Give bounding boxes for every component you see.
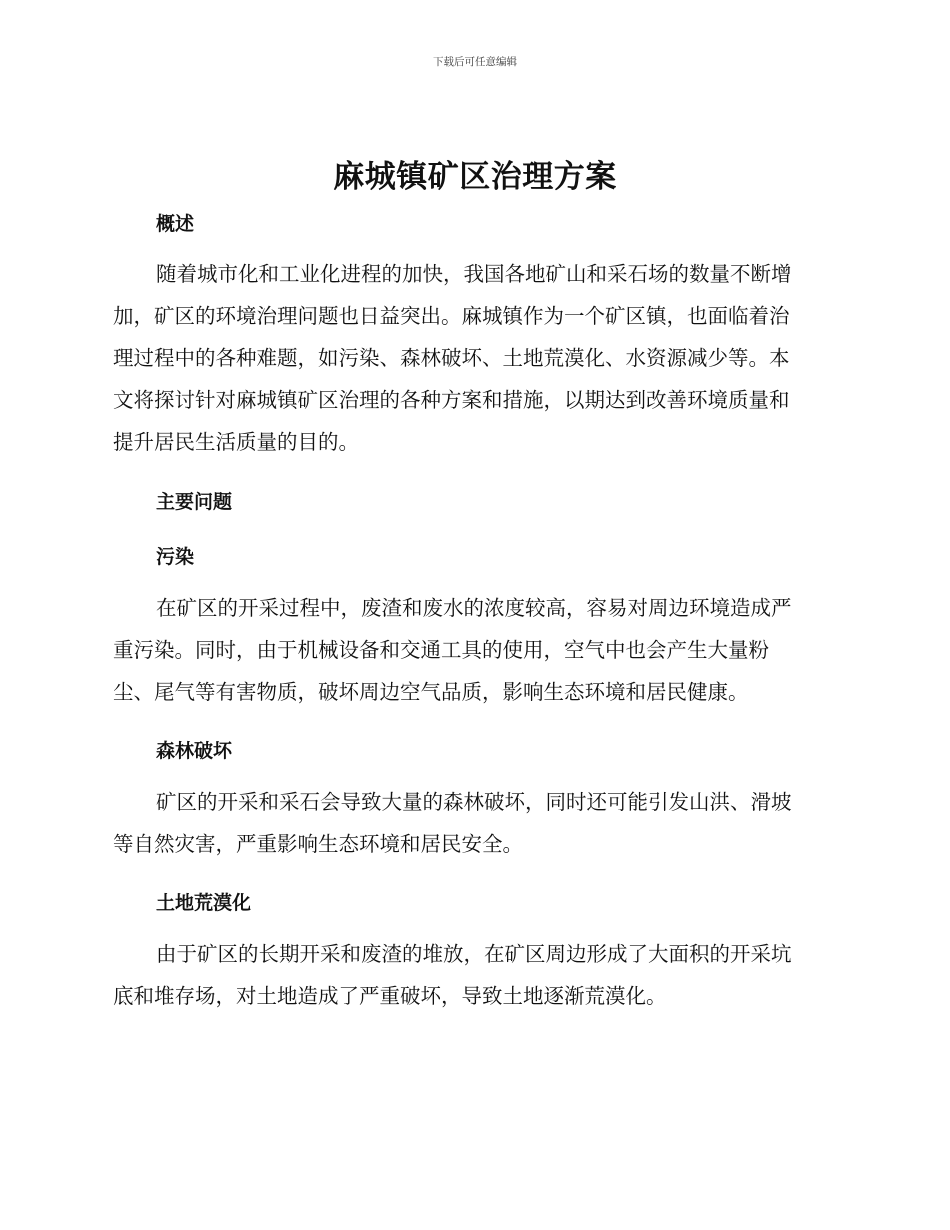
paragraph-line: 文将探讨针对麻城镇矿区治理的各种方案和措施，以期达到改善环境质量和 xyxy=(113,388,790,412)
paragraph-line: 矿区的开采和采石会导致大量的森林破坏，同时还可能引发山洪、滑坡 xyxy=(156,790,792,814)
paragraph-desertification xyxy=(113,933,833,1017)
paragraph-line: 等自然灾害，严重影响生态环境和居民安全。 xyxy=(113,832,523,856)
document-title: 麻城镇矿区治理方案 xyxy=(333,159,617,195)
section-heading-desertification: 土地荒漠化 xyxy=(156,892,252,914)
paragraph-line: 尘、尾气等有害物质，破坏周边空气品质，影响生态环境和居民健康。 xyxy=(113,680,749,704)
paragraph-line: 由于矿区的长期开采和废渣的堆放，在矿区周边形成了大面积的开采坑 xyxy=(156,942,792,966)
paragraph-line: 底和堆存场，对土地造成了严重破坏，导致土地逐渐荒漠化。 xyxy=(113,984,667,1008)
paragraph-line: 随着城市化和工业化进程的加快，我国各地矿山和采石场的数量不断增 xyxy=(156,262,792,286)
paragraph-line: 加，矿区的环境治理问题也日益突出。麻城镇作为一个矿区镇，也面临着治 xyxy=(113,304,790,328)
paragraph-line: 理过程中的各种难题，如污染、森林破坏、土地荒漠化、水资源减少等。本 xyxy=(113,346,790,370)
paragraph-deforestation xyxy=(113,781,833,865)
paragraph-line: 重污染。同时，由于机械设备和交通工具的使用，空气中也会产生大量粉 xyxy=(113,638,769,662)
paragraph-pollution xyxy=(113,587,833,713)
section-heading-overview: 概述 xyxy=(156,213,195,235)
section-heading-pollution: 污染 xyxy=(156,546,195,568)
header-note: 下载后可任意编辑 xyxy=(433,56,517,68)
paragraph-line: 提升居民生活质量的目的。 xyxy=(113,430,359,454)
section-heading-main-issues: 主要问题 xyxy=(156,491,233,513)
paragraph-overview xyxy=(113,253,833,463)
section-heading-deforestation: 森林破坏 xyxy=(156,740,233,762)
paragraph-line: 在矿区的开采过程中，废渣和废水的浓度较高，容易对周边环境造成严 xyxy=(156,596,792,620)
